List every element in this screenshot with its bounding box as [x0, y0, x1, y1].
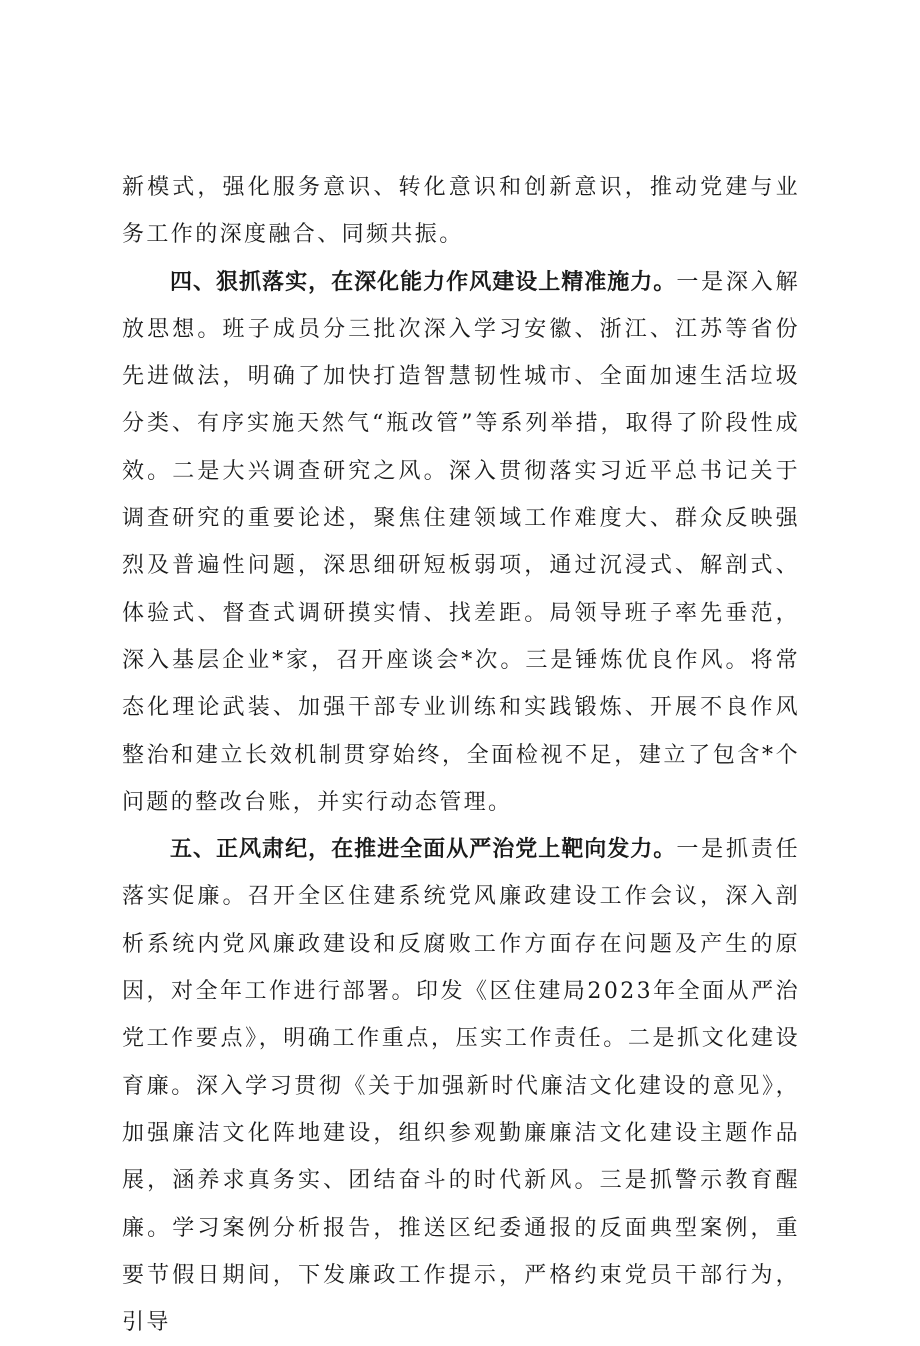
paragraph-section-five	[122, 826, 800, 1346]
paragraph-continuation	[122, 164, 800, 259]
section-heading: 四、狠抓落实，在深化能力作风建设上精准施力。	[170, 269, 677, 295]
paragraph-text: 一是抓责任落实促廉。召开全区住建系统党风廉政建设工作会议，深入剖析系统内党风廉政建设和反腐败工作方面存在问题及产生的原因，对全年工作进行部署。印发《区住建局2023年全面从严治党工作要点》，明确工作重点，压实工作责任。二是抓文化建设育廉。深入学习贯彻《关于加强新时代廉洁文化建设的意见》，加强廉洁文化阵地建设，组织参观勤廉廉洁文化建设主题作品展，涵养求真务实、团结奋斗的时代新风。三是抓警示教育醒廉。学习案例分析报告，推送区纪委通报的反面典型案例，重要节假日期间，下发廉政工作提示，严格约束党员干部行为，引导	[122, 837, 800, 1336]
section-heading: 五、正风肃纪，在推进全面从严治党上靶向发力。	[170, 837, 677, 863]
document-body	[122, 164, 800, 1346]
paragraph-text: 新模式，强化服务意识、转化意识和创新意识，推动党建与业务工作的深度融合、同频共振。	[122, 175, 800, 248]
paragraph-text: 一是深入解放思想。班子成员分三批次深入学习安徽、浙江、江苏等省份先进做法，明确了加快打造智慧韧性城市、全面加速生活垃圾分类、有序实施天然气“瓶改管”等系列举措，取得了阶段性成效。二是大兴调查研究之风。深入贯彻落实习近平总书记关于调查研究的重要论述，聚焦住建领域工作难度大、群众反映强烈及普遍性问题，深思细研短板弱项，通过沉浸式、解剖式、体验式、督查式调研摸实情、找差距。局领导班子率先垂范，深入基层企业*家，召开座谈会*次。三是锤炼优良作风。将常态化理论武装、加强干部专业训练和实践锻炼、开展不良作风整治和建立长效机制贯穿始终，全面检视不足，建立了包含*个问题的整改台账，并实行动态管理。	[122, 269, 800, 815]
paragraph-section-four	[122, 259, 800, 827]
